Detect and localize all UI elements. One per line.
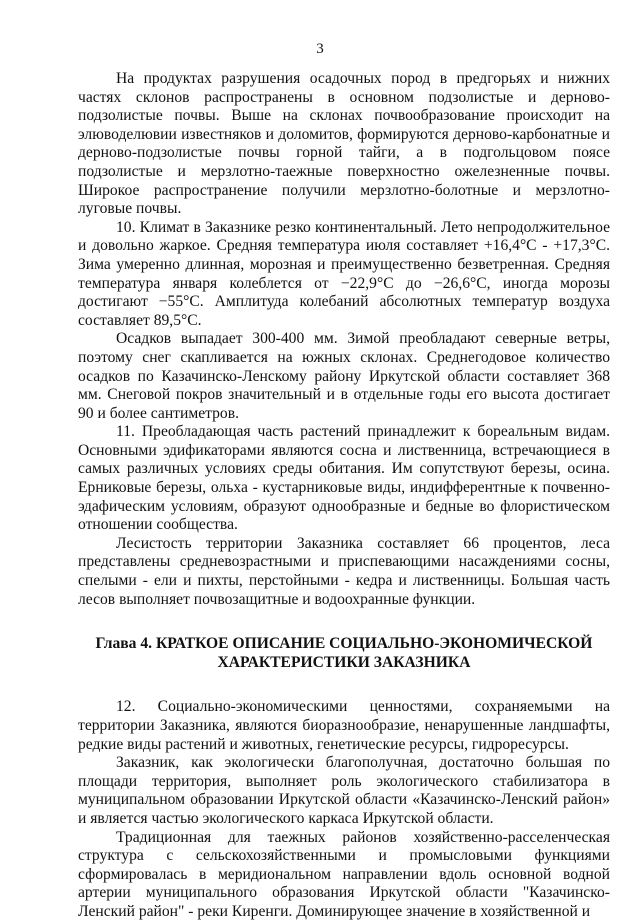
section-gap (78, 672, 610, 698)
paragraph-climate: 10. Климат в Заказнике резко континентальный. Лето непродолжительное и довольно жаркое. Средняя температура июля составляет +16,4°С - +17,3°С. Зима умеренно длинная, морозная и преимущественно безветренная. Средняя температура января колеблется от −22,9°С до −26,6°С, иногда морозы достигают −55°С. Амплитуда колебаний абсолютных температур воздуха составляет 89,5°С. (78, 218, 610, 329)
paragraph-forest-cover: Лесистость территории Заказника составляет 66 процентов, леса представлены средневозрастными и приспевающими насаждениями сосны, спелыми - ели и пихты, перстойными - кедра и лиственницы. Большая часть лесов выполняет почвозащитные и водоохранные функции. (78, 534, 610, 608)
chapter-heading (78, 635, 610, 672)
page-number: 3 (316, 41, 324, 57)
chapter-heading-line-2: ХАРАКТЕРИСТИКИ ЗАКАЗНИКА (217, 653, 471, 671)
paragraph-vegetation: 11. Преобладающая часть растений принадлежит к бореальным видам. Основными эдификаторами являются сосна и лиственница, встречающиеся в самых различных условиях среды обитания. Им сопутствуют березы, осина. Ерниковые березы, ольха - кустарниковые виды, индифферентные к почвенно-эдафическим условиям, образуют однообразные и бедные во флористическом отношении сообщества. (78, 423, 610, 534)
paragraph-ecological-role: Заказник, как экологически благополучная, достаточно большая по площади территория, выполняет роль экологического стабилизатора в муниципальном образовании Иркутской области «Казачинско-Ленский район» и является частью экологического каркаса Иркутской области. (78, 754, 610, 827)
paragraph-socio-economic-values: 12. Социально-экономическими ценностями, сохраняемыми на территории Заказника, являются биоразнообразие, ненарушенные ландшафты, редкие виды растений и животных, генетические ресурсы, гидроресурсы. (78, 698, 610, 753)
paragraph-settlement-structure: Традиционная для таежных районов хозяйственно-расселенческая структура с сельскохозяйственными и промысловыми функциями сформировалась в меридиональном направлении вдоль основной водной артерии муниципального образования Иркутской области "Казачинско-Ленский район" - реки Киренги. Доминирующее значение в хозяйственной и (78, 828, 610, 920)
document-body (78, 70, 610, 922)
paragraph-precipitation: Осадков выпадает 300-400 мм. Зимой преобладают северные ветры, поэтому снег скапливается на южных склонах. Среднегодовое количество осадков по Казачинско-Ленскому району Иркутской области составляет 368 мм. Снеговой покров значительный и в отдельные годы его высота достигает 90 и более сантиметров. (78, 330, 610, 422)
chapter-heading-line-1: Глава 4. КРАТКОЕ ОПИСАНИЕ СОЦИАЛЬНО-ЭКОНОМИЧЕСКОЙ (95, 635, 593, 653)
paragraph-soils: На продуктах разрушения осадочных пород в предгорьях и нижних частях склонов распространены в основном подзолистые и дерново-подзолистые почвы. Выше на склонах почвообразование происходит на элюводелювии известняков и доломитов, формируются дерново-карбонатные и дерново-подзолистые почвы горной тайги, а в подгольцовом поясе подзолистые и мерзлотно-таежные поверхностно ожелезненные почвы. Широкое распространение получили мерзлотно-болотные и мерзлотно-луговые почвы. (78, 70, 610, 218)
